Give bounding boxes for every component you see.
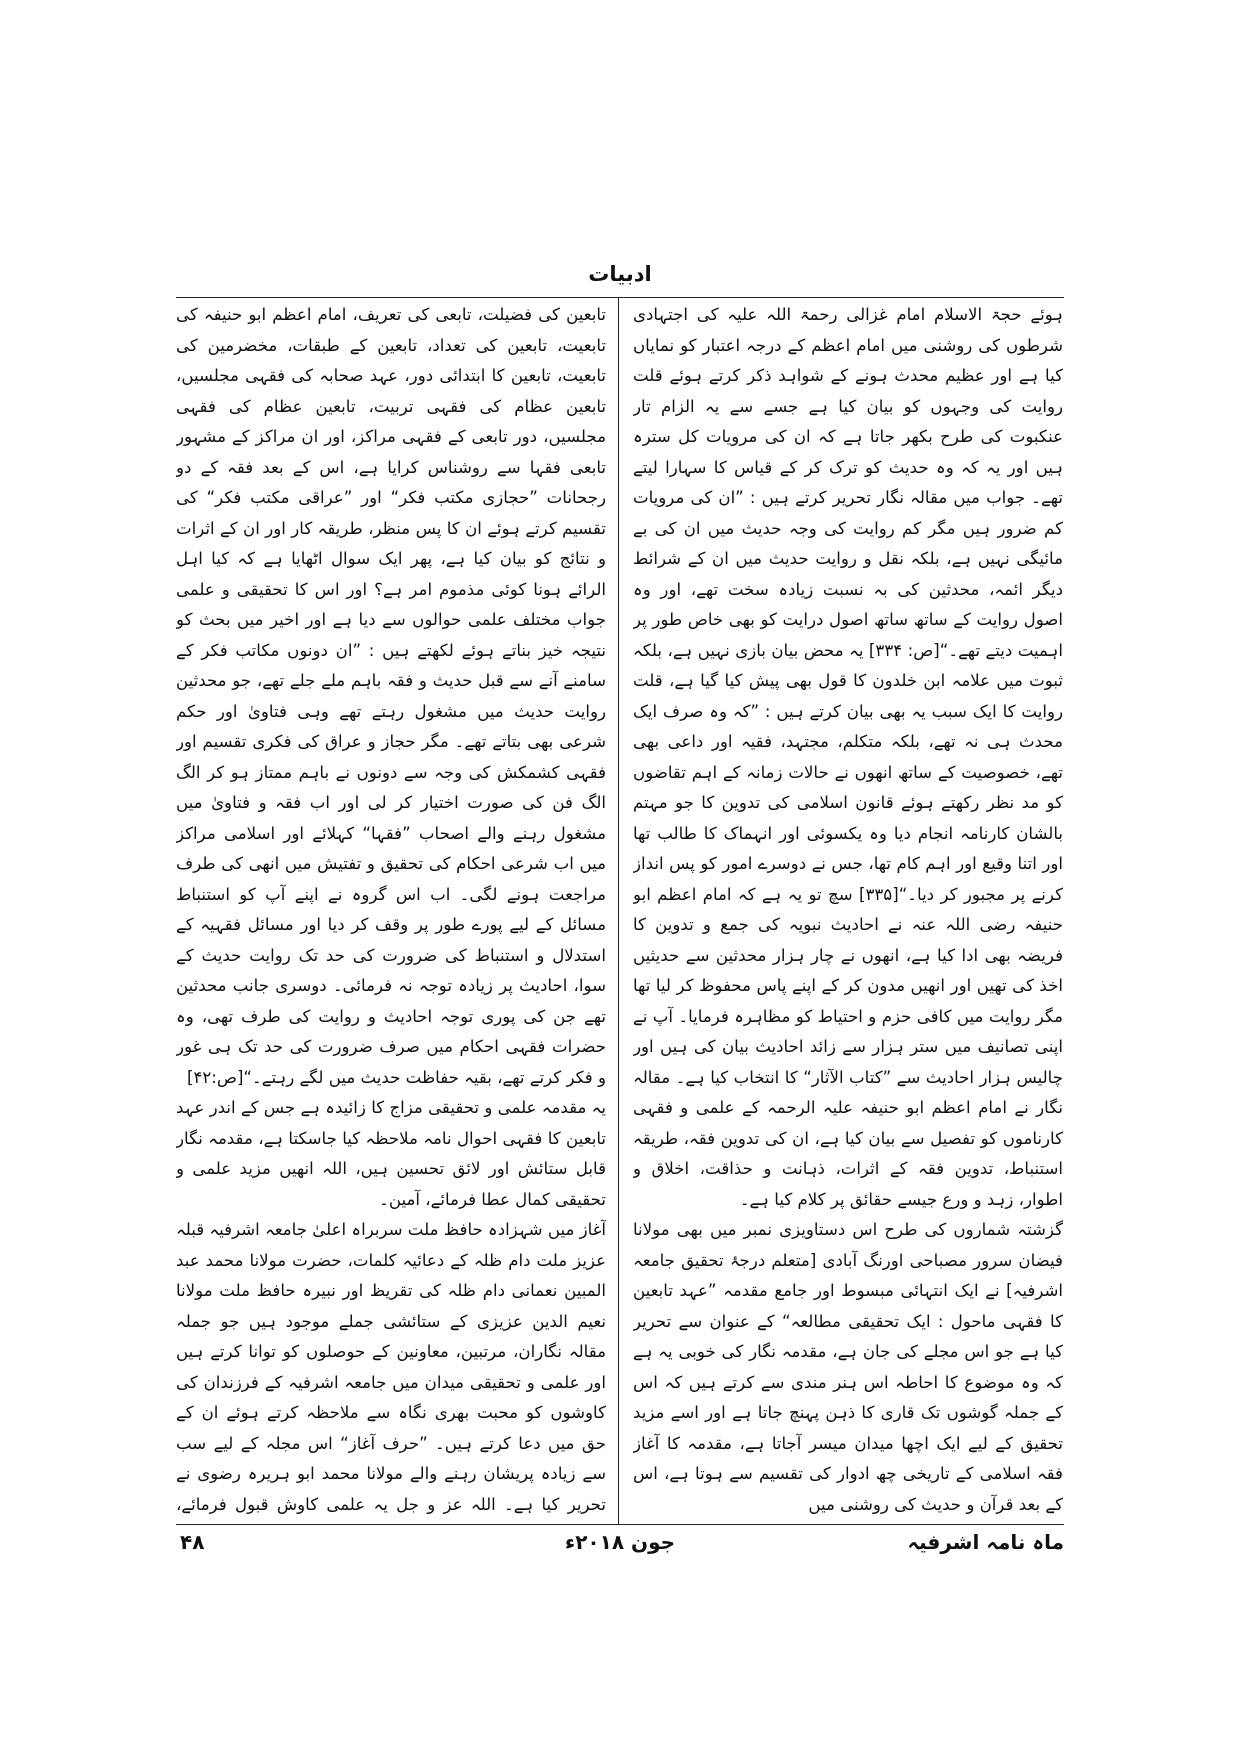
- paragraph: گزشتہ شماروں کی طرح اس دستاویزی نمبر میں بھی مولانا فیضان سرور مصباحی اورنگ آبادی [متعلم درجۂ تحقیق جامعہ اشرفیہ] نے ایک انتہائی مبسوط اور جامع مقدمہ ”عہد تابعین کا فقہی ماحول : ایک تحقیقی مطالعہ“ کے عنوان سے تحریر کیا ہے جو اس مجلے کی جان ہے، مقدمہ نگار کی خوبی یہ ہے کہ وہ موضوع کا احاطہ اس ہنر مندی سے کرتے ہیں کہ اس کے جملہ گوشوں تک قاری کا ذہن پہنچ جاتا ہے اور اسے مزید تحقیق کے لیے ایک اچھا میدان میسر آجاتا ہے، مقدمہ کا آغاز فقہ اسلامی کے تاریخی چھ ادوار کی تقسیم سے ہوتا ہے، اس کے بعد قرآن و حدیث کی روشنی میں: [633, 1220, 1063, 1514]
- left-column: [176, 300, 606, 1522]
- page-number: ۴۸: [180, 1530, 205, 1554]
- right-column: [633, 300, 1063, 1522]
- section-title: ادبیات: [588, 262, 652, 286]
- paragraph: تابعین کی فضیلت، تابعی کی تعریف، امام اعظم ابو حنیفہ کی تابعیت، تابعین کی تعداد، تابعین کے طبقات، مخضرمین کی تابعیت، تابعین کا ابتدائی دور، عہد صحابہ کی فقہی مجلسیں، تابعین عظام کی فقہی تربیت، تابعین عظام کی فقہی مجلسیں، دور تابعی کے فقہی مراکز، اور ان مراکز کے مشہور تابعی فقہا سے روشناس کرایا ہے، اس کے بعد فقہ کے دو رجحانات ”حجازی مکتب فکر“ اور ”عراقی مکتب فکر“ کی تقسیم کرتے ہوئے ان کا پس منظر، طریقہ کار اور ان کے اثرات و نتائج کو بیان کیا ہے، پھر ایک سوال اٹھایا ہے کہ کیا اہل الرائے ہونا کوئی مذموم امر ہے؟ اور اس کا تحقیقی و علمی جواب مختلف علمی حوالوں سے دیا ہے اور اخیر میں بحث کو نتیجہ خیز بناتے ہوئے لکھتے ہیں : ”ان دونوں مکاتب فکر کے سامنے آنے سے قبل حدیث و فقہ باہم ملے جلے تھے، جو محدثین روایت حدیث میں مشغول رہتے تھے وہی فتاویٰ اور حکم شرعی بھی بتاتے تھے۔ مگر حجاز و عراق کی فکری تقسیم اور فقہی کشمکش کی وجہ سے دونوں نے باہم ممتاز ہو کر الگ الگ فن کی صورت اختیار کر لی اور اب فقہ و فتاویٰ میں مشغول رہنے والے اصحاب ”فقہا“ کہلائے اور اسلامی مراکز میں اب شرعی احکام کی تحقیق و تفتیش میں انھی کی طرف مراجعت ہونے لگی۔ اب اس گروہ نے اپنے آپ کو استنباط مسائل کے لیے پورے طور پر وقف کر دیا اور مسائل فقہیہ کے استدلال و استنباط کی ضرورت کی حد تک روایت حدیث کے سوا، احادیث پر زیادہ توجہ نہ فرمائی۔ دوسری جانب محدثین تھے جن کی پوری توجہ احادیث و روایت کی طرف تھی، وہ حضرات فقہی احکام میں صرف ضرورت کی حد تک ہی غور و فکر کرتے تھے، بقیہ حفاظت حدیث میں لگے رہتے۔“[ص:۴۲]: [176, 305, 606, 1087]
- footer-rule: [176, 1524, 1064, 1525]
- paragraph: آغاز میں شہزادہ حافظ ملت سربراہ اعلیٰ جامعہ اشرفیہ قبلہ عزیز ملت دام ظلہ کے دعائیہ کلمات، حضرت مولانا محمد عبد المبین نعمانی دام ظلہ کی تقریظ اور نبیرہ حافظ ملت مولانا نعیم الدین عزیزی کے ستائشی جملے موجود ہیں جو جملہ مقالہ نگاران، مرتبین، معاونین کے حوصلوں کو توانا کرتے ہیں اور علمی و تحقیقی میدان میں جامعہ اشرفیہ کے فرزندان کی کاوشوں کو محبت بھری نگاہ سے ملاحظہ کرتے ہوئے ان کے حق میں دعا کرتے ہیں۔ ”حرف آغاز“ اس مجلہ کے لیے سب سے زیادہ پریشان رہنے والے مولانا محمد ابو ہریرہ رضوی نے تحریر کیا ہے۔ اللہ عز و جل یہ علمی کاوش قبول فرمائے،: [176, 1220, 606, 1514]
- magazine-name: ماہ نامہ اشرفیہ: [907, 1530, 1064, 1554]
- paragraph: یہ مقدمہ علمی و تحقیقی مزاج کا زائیدہ ہے جس کے اندر عہد تابعین کا فقہی احوال نامہ ملاحظہ کیا جاسکتا ہے، مقدمہ نگار قابل ستائش اور لائق تحسین ہیں، اللہ انھیں مزید علمی و تحقیقی کمال عطا فرمائے، آمین۔: [176, 1098, 606, 1209]
- header-rule: [176, 297, 1064, 298]
- column-divider: [618, 297, 619, 1524]
- issue-date: جون ۲۰۱۸ء: [564, 1530, 676, 1554]
- paragraph: ہوئے حجۃ الاسلام امام غزالی رحمۃ اللہ علیہ کی اجتہادی شرطوں کی روشنی میں امام اعظم کے درجہ اعتبار کو نمایاں کیا ہے اور عظیم محدث ہونے کے شواہد ذکر کرتے ہوئے قلت روایت کی وجہوں کو بیان کیا ہے جسے سے یہ الزام تار عنکبوت کی طرح بکھر جاتا ہے کہ ان کی مرویات کل سترہ ہیں اور یہ کہ وہ حدیث کو ترک کر کے قیاس کا سہارا لیتے تھے۔ جواب میں مقالہ نگار تحریر کرتے ہیں : ”ان کی مرویات کم ضرور ہیں مگر کم روایت کی وجہ حدیث میں ان کی بے مائیگی نہیں ہے، بلکہ نقل و روایت حدیث میں ان کے شرائط دیگر ائمہ، محدثین کی بہ نسبت زیادہ سخت تھے، اور وہ اصول روایت کے ساتھ ساتھ اصول درایت کو بھی خاص طور پر اہمیت دیتے تھے۔“[ص: ۳۳۴] یہ محض بیان بازی نہیں ہے، بلکہ ثبوت میں علامہ ابن خلدون کا قول بھی پیش کیا گیا ہے، قلت روایت کا ایک سبب یہ بھی بیان کرتے ہیں : ”کہ وہ صرف ایک محدث ہی نہ تھے، بلکہ متکلم، مجتہد، فقیہ اور داعی بھی تھے، خصوصیت کے ساتھ انھوں نے حالات زمانہ کے اہم تقاضوں کو مد نظر رکھتے ہوئے قانون اسلامی کی تدوین کا جو مہتم بالشان کارنامہ انجام دیا وہ یکسوئی اور انہماک کا طالب تھا اور اتنا وقیع اور اہم کام تھا، جس نے دوسرے امور کو پس انداز کرنے پر مجبور کر دیا۔“[۳۳۵] سچ تو یہ ہے کہ امام اعظم ابو حنیفہ رضی اللہ عنہ نے احادیث نبویہ کی جمع و تدوین کا فریضہ بھی ادا کیا ہے، انھوں نے چار ہزار محدثین سے حدیثیں اخذ کی تھیں اور انھیں مدون کر کے اپنے پاس محفوظ کر لیا تھا مگر روایت میں کافی حزم و احتیاط کو مظاہرہ فرمایا۔ آپ نے اپنی تصانیف میں ستر ہزار سے زائد احادیث بیان کی ہیں اور چالیس ہزار احادیث سے ”کتاب الآثار“ کا انتخاب کیا ہے۔ مقالہ نگار نے امام اعظم ابو حنیفہ علیہ الرحمہ کے علمی و فقہی کارناموں کو تفصیل سے بیان کیا ہے، ان کی تدوین فقہ، طریقہ استنباط، تدوین فقہ کے اثرات، ذہانت و حذاقت، اخلاق و اطوار، زہد و ورع جیسے حقائق پر کلام کیا ہے۔: [633, 305, 1063, 1209]
